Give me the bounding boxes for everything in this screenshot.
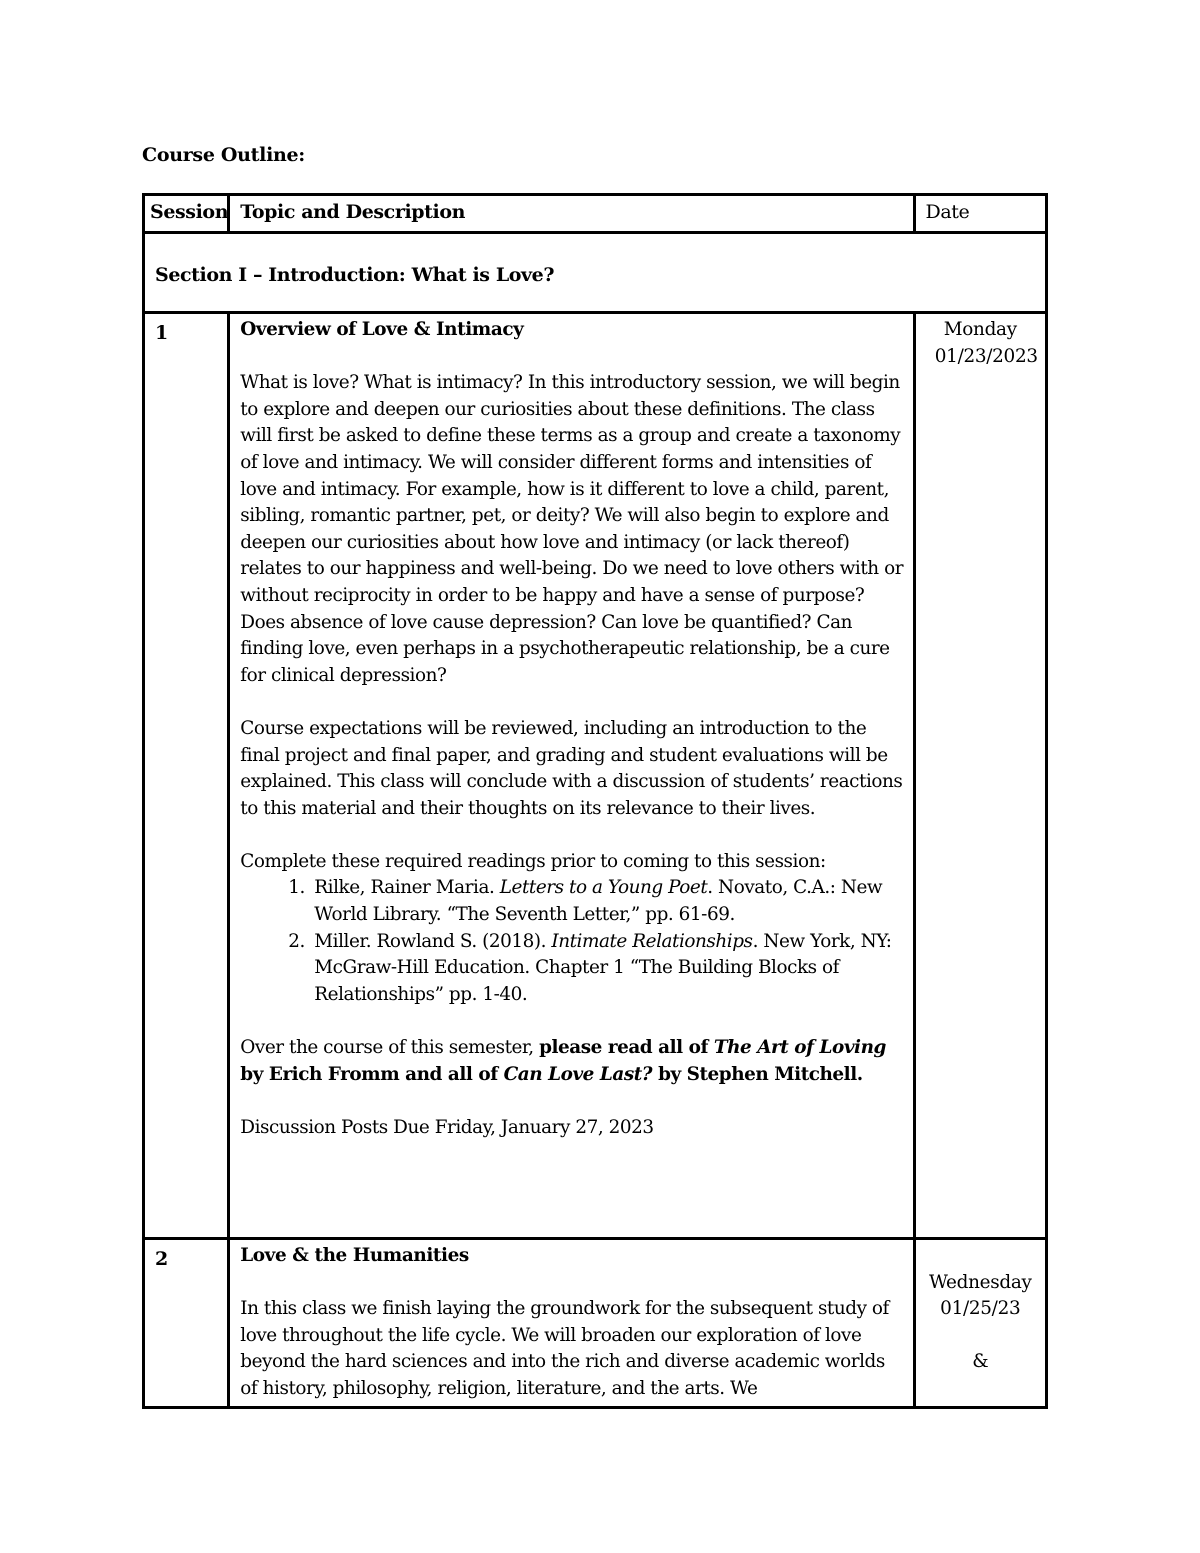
table-row [144, 1239, 1047, 1408]
session-title: Love & the Humanities [240, 1245, 469, 1266]
session-expectations: Course expectations will be reviewed, including an introduction to the final project and final paper, and grading and student evaluations will be explained. This class will conclude with a discussion of students’ reactions to this material and their thoughts on its relevance to their lives. [240, 717, 903, 819]
session-description: What is love? What is intimacy? In this introductory session, we will begin to explore and deepen our curiosities about these definitions. The class will first be asked to define these terms as a group and create a taxonomy of love and intimacy. We will consider different forms and intensities of love and intimacy. For example, how is it different to love a child, parent, sibling, romantic partner, pet, or deity? We will also begin to explore and deepen our curiosities about how love and intimacy (or lack thereof) relates to our happiness and well-being. Do we need to love others with or without reciprocity in order to be happy and have a sense of purpose? Does absence of love cause depression? Can love be quantified? Can finding love, even perhaps in a psychotherapeutic relationship, be a cure for clinical depression? [240, 372, 904, 686]
reading-title: Letters to a Young Poet [499, 877, 708, 899]
due-note: Discussion Posts Due Friday, January 27, 2023 [240, 1116, 654, 1138]
date-connector: & [972, 1351, 989, 1373]
section-row [144, 233, 1047, 313]
semester-note: Over the course of this semester, please read all of The Art of Loving by Erich Fromm and all of Can Love Last? by Stephen Mitchell. [240, 1037, 886, 1085]
readings-intro: Complete these required readings prior to coming to this session: [240, 850, 826, 872]
reading-item: 1. Rilke, Rainer Maria. Letters to a Young Poet. Novato, C.A.: New World Library. “The Seventh Letter,” pp. 61-69. [310, 875, 906, 928]
table-header-row [144, 195, 1047, 233]
header-topic: Topic and Description [229, 195, 914, 233]
reading-item: 2. Miller. Rowland S. (2018). Intimate Relationships. New York, NY: McGraw-Hill Education. Chapter 1 “The Building Blocks of Relationships” pp. 1-40. [310, 929, 906, 1009]
page-heading: Course Outline: [142, 144, 306, 166]
session-title: Overview of Love & Intimacy [240, 319, 524, 340]
session-description: In this class we finish laying the groundwork for the subsequent study of love throughout the life cycle. We will broaden our exploration of love beyond the hard sciences and into the rich and diverse academic worlds of history, philosophy, religion, literature, and the arts. We [240, 1298, 889, 1399]
table-row [144, 313, 1047, 1239]
session-date [914, 313, 1046, 1239]
header-date: Date [914, 195, 1046, 233]
reading-title: Intimate Relationships [551, 930, 753, 952]
section-title: Section I – Introduction: What is Love? [144, 233, 1047, 313]
date-day: Wednesday [928, 1271, 1032, 1293]
session-number: 2 [144, 1239, 229, 1408]
session-number: 1 [144, 313, 229, 1239]
date-value: 01/25/23 [940, 1298, 1021, 1320]
date-value: 01/23/2023 [934, 345, 1038, 367]
date-day: Monday [943, 319, 1017, 340]
course-outline-table [142, 193, 1048, 1409]
header-session: Session [144, 195, 229, 233]
readings-list [240, 875, 906, 1008]
session-date [914, 1239, 1046, 1408]
session-topic [229, 1239, 914, 1408]
session-topic [229, 313, 914, 1239]
